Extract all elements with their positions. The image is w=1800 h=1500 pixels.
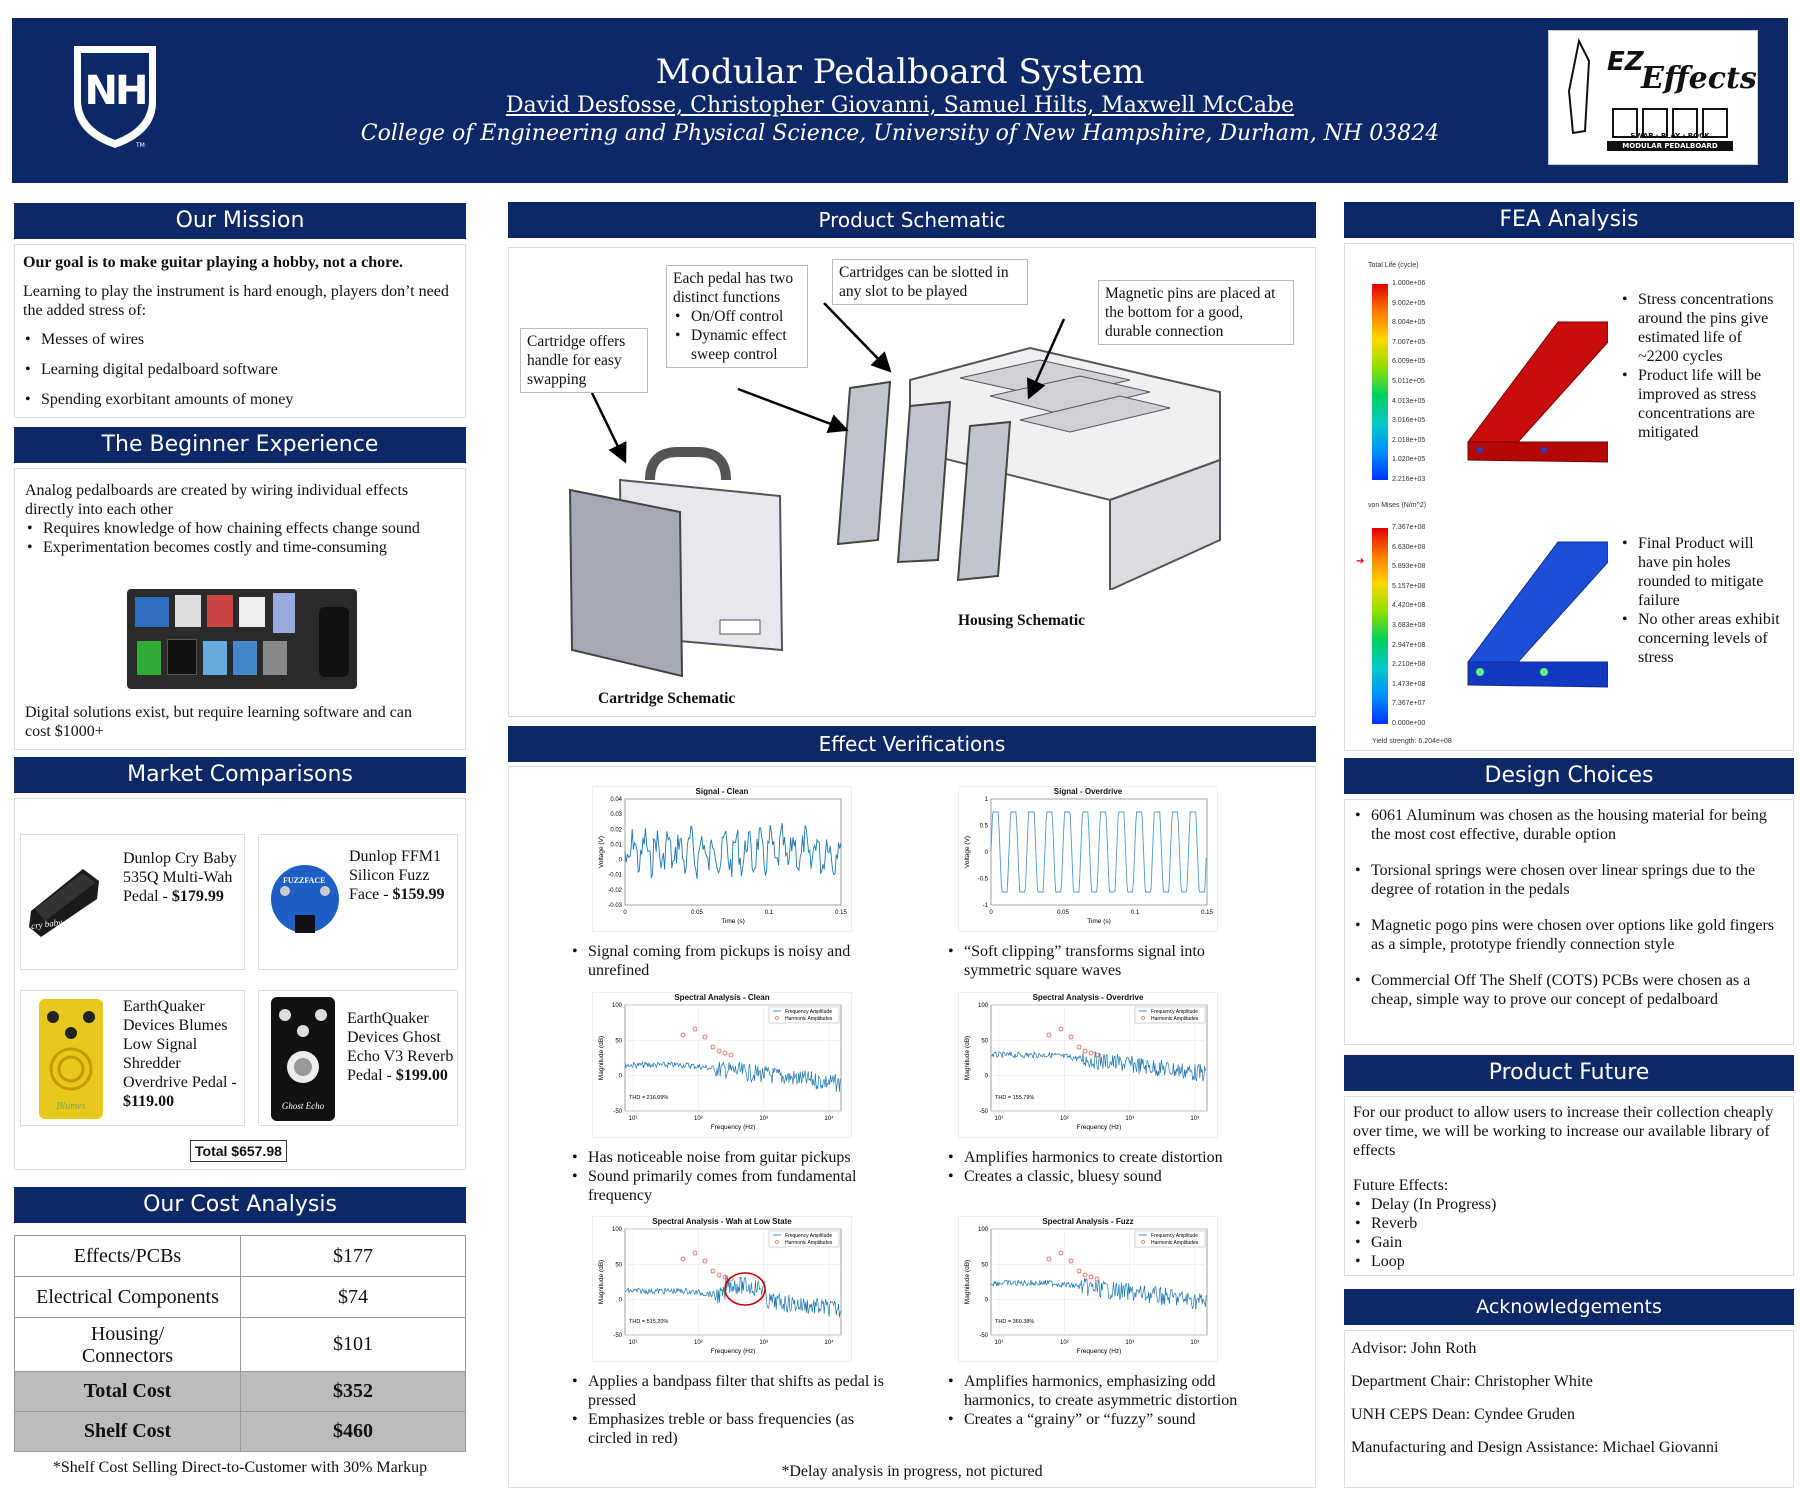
y-tick-label: 50	[615, 1038, 622, 1045]
thd-label: THD = 216.09%	[629, 1095, 669, 1101]
table-row	[15, 1372, 466, 1412]
callout-handle: Cartridge offers handle for easy swapping	[520, 328, 648, 393]
verif-caption-bullet: • Applies a bandpass filter that shifts as pedal is pressed	[570, 1372, 890, 1410]
x-tick-label: 0.05	[1057, 910, 1069, 916]
x-axis-label: Frequency (Hz)	[1076, 1348, 1122, 1355]
beginner-intro: Analog pedalboards are created by wiring individual effects directly into each other	[25, 482, 409, 518]
fuzzface-label: FUZZFACE	[283, 876, 326, 885]
cost-item: Shelf Cost	[15, 1412, 241, 1452]
fea-vm-plot	[1356, 502, 1618, 748]
x-tick-label: 10¹	[628, 1116, 638, 1122]
y-tick-label: -0.5	[977, 876, 988, 883]
ack-line: Department Chair: Christopher White	[1351, 1373, 1593, 1390]
future-bullet: • Loop	[1353, 1252, 1785, 1271]
x-tick-label: 0.1	[764, 910, 774, 916]
legend-entry: Harmonic Amplitudes	[785, 1240, 833, 1246]
cost-note: *Shelf Cost Selling Direct-to-Customer with 30% Markup	[52, 1459, 428, 1476]
x-axis-label: Frequency (Hz)	[710, 1124, 756, 1131]
fea-bullet: • Stress concentrations around the pins give estimated life of ~2200 cycles	[1620, 290, 1785, 366]
plot-svg	[959, 1217, 1219, 1363]
cost-value: $101	[241, 1318, 466, 1372]
colorbar-tick-label: 6.009e+05	[1392, 358, 1426, 366]
verif-caption-bullet: • Emphasizes treble or bass frequencies (as circled in red)	[570, 1410, 890, 1448]
colorbar-tick-label: 0.000e+00	[1392, 720, 1426, 727]
x-tick-label: 10¹	[628, 1340, 638, 1346]
y-tick-label: 0	[618, 857, 622, 864]
table-row	[15, 1412, 466, 1452]
ghost-echo-pedal-image	[271, 997, 335, 1121]
colorbar-tick-label: 3.683e+08	[1392, 622, 1426, 629]
unh-logo	[70, 42, 160, 152]
cost-heading: Our Cost Analysis	[14, 1187, 466, 1223]
future-bullet: • Delay (In Progress)	[1353, 1195, 1785, 1214]
plot-title: Spectral Analysis - Overdrive	[1032, 993, 1144, 1002]
y-tick-label: -0.02	[608, 887, 622, 894]
verif-caption	[570, 1372, 890, 1448]
y-axis-label: Voltage (V)	[964, 835, 971, 869]
ack-line: UNH CEPS Dean: Cyndee Gruden	[1351, 1406, 1575, 1423]
colorbar-tick-label: 2.018e+05	[1392, 436, 1426, 444]
plot-spectral-wah	[592, 1216, 852, 1362]
legend-entry: Harmonic Amplitudes	[785, 1016, 833, 1022]
market-item	[258, 990, 458, 1126]
cost-item: Effects/PCBs	[15, 1236, 241, 1277]
poster-authors: David Desfosse, Christopher Giovanni, Samuel Hilts, Maxwell McCabe	[505, 93, 1295, 118]
plot-title: Signal - Clean	[695, 787, 749, 796]
x-tick-label: 10²	[1059, 1116, 1069, 1122]
x-axis-label: Time (s)	[1087, 918, 1111, 925]
market-item-name: EarthQuaker Devices Blumes Low Signal Shredder Overdrive Pedal -	[123, 998, 237, 1091]
market-item-price: $199.00	[395, 1067, 448, 1084]
y-tick-label: 1	[984, 797, 988, 803]
housing-label: Housing Schematic	[958, 612, 1086, 629]
market-item-price: $179.99	[171, 888, 224, 905]
x-tick-label: 0	[623, 910, 627, 916]
callout-function-bullet: • Dynamic effect sweep control	[673, 326, 801, 364]
x-tick-label: 10⁴	[824, 1340, 834, 1346]
x-tick-label: 0.15	[1201, 910, 1213, 916]
colorbar-tick-label: 1.000e+06	[1392, 280, 1426, 287]
thd-label: THD = 360.38%	[995, 1319, 1035, 1325]
colorbar-tick-label: 2.216e+03	[1392, 476, 1426, 483]
verif-caption-bullet: • Sound primarily comes from fundamental frequency	[570, 1167, 900, 1205]
unh-logo-text: NH	[84, 68, 146, 114]
verif-caption-bullet: • “Soft clipping” transforms signal into symmetric square waves	[946, 942, 1276, 980]
y-tick-label: 0	[618, 1297, 622, 1304]
design-panel	[1344, 799, 1794, 1045]
y-tick-label: 100	[611, 1003, 622, 1009]
cost-value: $460	[241, 1412, 466, 1452]
y-tick-label: 0.01	[610, 842, 622, 849]
y-tick-label: 100	[977, 1003, 988, 1009]
plot-svg	[959, 993, 1219, 1139]
legend-entry: Frequency Amplitude	[1151, 1009, 1198, 1015]
ez-logo-line1: EZ	[1607, 47, 1644, 77]
y-tick-label: 50	[981, 1262, 988, 1269]
market-item-price: $159.99	[392, 886, 445, 903]
y-axis-label: Magnitude (dB)	[964, 1035, 971, 1081]
x-tick-label: 10²	[693, 1340, 703, 1346]
plot-svg	[593, 787, 853, 933]
y-axis-label: Magnitude (dB)	[964, 1259, 971, 1305]
plot-spectral-overdrive	[958, 992, 1218, 1138]
fea-bullet: • Product life will be improved as stress concentrations are mitigated	[1620, 366, 1785, 442]
market-item	[258, 834, 458, 970]
plot-svg	[593, 1217, 853, 1363]
callout-function-bullet: • On/Off control	[673, 307, 801, 326]
colorbar-tick-label: 6.630e+08	[1392, 543, 1426, 551]
plot-svg	[959, 787, 1219, 933]
y-tick-label: -0.03	[608, 903, 622, 909]
market-item-price: $119.00	[123, 1093, 175, 1110]
y-tick-label: 0	[984, 1297, 988, 1304]
cost-item: Electrical Components	[15, 1277, 241, 1318]
market-item-name: Dunlop Cry Baby 535Q Multi-Wah Pedal -	[123, 850, 237, 905]
cartridge-label: Cartridge Schematic	[598, 690, 736, 707]
x-tick-label: 10³	[1125, 1116, 1135, 1122]
fea-vm-model	[1458, 532, 1608, 702]
colorbar-tick-label: 2.210e+08	[1392, 661, 1426, 669]
cost-item: Housing/ Connectors	[15, 1318, 241, 1372]
mission-bullet: • Spending exorbitant amounts of money	[23, 390, 457, 409]
fea-vm-ticks	[1392, 524, 1452, 734]
ez-effects-logo	[1548, 30, 1758, 165]
future-intro: For our product to allow users to increase their collection cheaply over time, we will be working to increase our available library of effects	[1353, 1104, 1774, 1159]
mission-heading: Our Mission	[14, 203, 466, 239]
y-tick-label: -50	[979, 1333, 988, 1339]
y-tick-label: 0	[618, 1073, 622, 1080]
colorbar-tick-label: 1.020e+05	[1392, 456, 1426, 464]
mission-panel	[14, 244, 466, 418]
legend-entry: Frequency Amplitude	[785, 1009, 832, 1015]
thd-label: THD = 155.79%	[995, 1095, 1035, 1101]
ack-line: Advisor: John Roth	[1351, 1340, 1477, 1357]
fea-yield: Yield strength: 6.204e+08	[1372, 738, 1452, 745]
table-row	[15, 1318, 466, 1372]
x-tick-label: 0.15	[835, 910, 847, 916]
verif-note: *Delay analysis in progress, not pictured	[781, 1463, 1043, 1480]
fea-life-title: Total Life (cycle)	[1368, 262, 1419, 269]
crybaby-label: cry baby	[30, 916, 63, 932]
cost-value: $74	[241, 1277, 466, 1318]
plot-title: Spectral Analysis - Wah at Low State	[652, 1217, 792, 1226]
future-bullet: • Gain	[1353, 1233, 1785, 1252]
callout-slots: Cartridges can be slotted in any slot to be played	[832, 259, 1028, 305]
fea-life-plot	[1368, 262, 1618, 502]
x-tick-label: 10⁴	[1190, 1340, 1200, 1346]
fea-life-ticks	[1392, 280, 1452, 490]
future-heading: Product Future	[1344, 1055, 1794, 1091]
market-item	[20, 834, 245, 970]
fea-life-colorbar	[1372, 284, 1388, 480]
y-tick-label: 50	[615, 1262, 622, 1269]
colorbar-tick-label: 9.002e+05	[1392, 299, 1426, 307]
crybaby-pedal-image	[25, 855, 105, 941]
schematic-heading: Product Schematic	[508, 202, 1316, 238]
colorbar-tick-label: 5.011e+05	[1392, 378, 1425, 385]
y-tick-label: 0.02	[610, 827, 622, 834]
beginner-panel	[14, 468, 466, 750]
x-tick-label: 10⁴	[1190, 1116, 1200, 1122]
x-tick-label: 10³	[759, 1340, 769, 1346]
fea-bullet: • No other areas exhibit concerning levels of stress	[1620, 610, 1785, 667]
fea-bullets-1	[1620, 290, 1785, 442]
verif-caption	[946, 1372, 1246, 1429]
y-tick-label: -0.01	[608, 872, 622, 879]
design-heading: Design Choices	[1344, 758, 1794, 794]
blumes-pedal-image	[39, 999, 103, 1119]
verif-caption	[946, 1148, 1276, 1186]
market-item	[20, 990, 245, 1126]
legend-entry: Frequency Amplitude	[1151, 1233, 1198, 1239]
cost-item: Total Cost	[15, 1372, 241, 1412]
x-axis-label: Frequency (Hz)	[710, 1348, 756, 1355]
x-tick-label: 0.05	[691, 910, 703, 916]
y-tick-label: -50	[613, 1333, 622, 1339]
design-bullet: • Magnetic pogo pins were chosen over options like gold fingers as a simple, prototype friendly connection style	[1353, 916, 1785, 954]
colorbar-tick-label: 4.013e+05	[1392, 397, 1426, 405]
x-tick-label: 10³	[1125, 1340, 1135, 1346]
market-heading: Market Comparisons	[14, 757, 466, 793]
legend-entry: Harmonic Amplitudes	[1151, 1240, 1199, 1246]
ack-heading: Acknowledgements	[1344, 1289, 1794, 1325]
x-tick-label: 0.1	[1130, 910, 1140, 916]
y-tick-label: 100	[977, 1227, 988, 1233]
yield-arrow-icon: ➔	[1356, 556, 1365, 567]
verif-caption-bullet: • Amplifies harmonics, emphasizing odd harmonics, to create asymmetric distortion	[946, 1372, 1246, 1410]
verif-caption-bullet: • Amplifies harmonics to create distortion	[946, 1148, 1276, 1167]
thd-label: THD = 515.20%	[629, 1319, 669, 1325]
y-tick-label: 100	[611, 1227, 622, 1233]
fea-vm-title: von Mises (N/m^2)	[1368, 502, 1427, 509]
y-tick-label: -50	[979, 1109, 988, 1115]
callout-pins: Magnetic pins are placed at the bottom for a good, durable connection	[1098, 280, 1294, 345]
ez-logo-line2: Effects	[1641, 61, 1757, 96]
ez-logo-sub: MODULAR PEDALBOARD	[1622, 142, 1718, 150]
poster-affiliation: College of Engineering and Physical Science, University of New Hampshire, Durham, NH 03824	[360, 121, 1440, 146]
verif-caption-bullet: • Has noticeable noise from guitar pickups	[570, 1148, 900, 1167]
verif-heading: Effect Verifications	[508, 726, 1316, 762]
market-item-name: Dunlop FFM1 Silicon Fuzz Face -	[349, 848, 442, 903]
colorbar-tick-label: 7.007e+05	[1392, 338, 1426, 346]
colorbar-tick-label: 1.473e+08	[1392, 680, 1426, 688]
verif-caption-bullet: • Creates a “grainy” or “fuzzy” sound	[946, 1410, 1246, 1429]
y-tick-label: 0.5	[979, 823, 988, 830]
x-axis-label: Frequency (Hz)	[1076, 1124, 1122, 1131]
verif-caption-bullet: • Creates a classic, bluesy sound	[946, 1167, 1276, 1186]
colorbar-tick-label: 5.157e+08	[1392, 582, 1426, 590]
mission-bullet: • Messes of wires	[23, 330, 457, 349]
y-tick-label: 0	[984, 1073, 988, 1080]
plot-svg	[593, 993, 853, 1139]
verif-caption	[570, 1148, 900, 1205]
x-tick-label: 10²	[1059, 1340, 1069, 1346]
fea-life-model	[1458, 302, 1608, 472]
verif-caption-bullet: • Signal coming from pickups is noisy and unrefined	[570, 942, 900, 980]
design-bullet: • Torsional springs were chosen over linear springs due to the degree of rotation in the pedals	[1353, 861, 1785, 899]
ez-logo-tagline: SWAP · PLAY · ROCK	[1630, 132, 1710, 140]
ack-panel	[1344, 1330, 1794, 1488]
y-tick-label: -1	[982, 903, 988, 909]
plot-signal-clean	[592, 786, 852, 932]
ghost-echo-label: Ghost Echo	[281, 1101, 325, 1111]
y-axis-label: Voltage (V)	[598, 835, 605, 869]
fea-heading: FEA Analysis	[1344, 202, 1794, 238]
callout-functions	[666, 265, 808, 368]
plot-title: Signal - Overdrive	[1053, 787, 1123, 796]
legend-entry: Frequency Amplitude	[785, 1233, 832, 1239]
callout-functions-text: Each pedal has two distinct functions	[673, 270, 794, 306]
beginner-bullet: • Requires knowledge of how chaining effects change sound	[25, 519, 455, 538]
colorbar-tick-label: 4.420e+08	[1392, 602, 1426, 610]
blumes-label: Blumes	[56, 1101, 86, 1112]
verif-caption	[570, 942, 900, 980]
y-tick-label: 0.03	[610, 812, 622, 819]
plot-title: Spectral Analysis - Clean	[674, 993, 770, 1002]
mission-lead: Our goal is to make guitar playing a hobby, not a chore.	[23, 254, 404, 271]
fuzzface-pedal-image	[269, 855, 341, 943]
plot-spectral-fuzz	[958, 1216, 1218, 1362]
x-tick-label: 10¹	[994, 1340, 1004, 1346]
mission-bullet: • Learning digital pedalboard software	[23, 360, 457, 379]
table-row	[15, 1277, 466, 1318]
y-tick-label: 50	[981, 1038, 988, 1045]
colorbar-tick-label: 7.367e+07	[1392, 700, 1426, 708]
y-tick-label: -50	[613, 1109, 622, 1115]
x-axis-label: Time (s)	[721, 918, 745, 925]
cost-table	[14, 1235, 466, 1452]
y-axis-label: Magnitude (dB)	[598, 1035, 605, 1081]
beginner-outro: Digital solutions exist, but require learning software and can cost $1000+	[25, 704, 413, 740]
colorbar-tick-label: 7.367e+08	[1392, 524, 1426, 531]
x-tick-label: 10⁴	[824, 1116, 834, 1122]
fea-vm-colorbar	[1372, 528, 1388, 724]
pedalboard-photo	[127, 589, 357, 689]
future-sub: Future Effects:	[1353, 1177, 1449, 1194]
cost-value: $352	[241, 1372, 466, 1412]
colorbar-tick-label: 8.004e+05	[1392, 319, 1426, 327]
x-tick-label: 10³	[759, 1116, 769, 1122]
table-row	[15, 1236, 466, 1277]
colorbar-tick-label: 2.947e+08	[1392, 641, 1426, 649]
beginner-heading: The Beginner Experience	[14, 427, 466, 463]
plot-title: Spectral Analysis - Fuzz	[1042, 1217, 1134, 1226]
market-total: Total $657.98	[190, 1140, 287, 1162]
plot-signal-overdrive	[958, 786, 1218, 932]
unh-logo-tm: TM	[136, 142, 145, 149]
legend-entry: Harmonic Amplitudes	[1151, 1016, 1199, 1022]
design-bullet: • 6061 Aluminum was chosen as the housing material for being the most cost effective, durable option	[1353, 806, 1785, 844]
poster-title: Modular Pedalboard System	[655, 52, 1145, 92]
y-axis-label: Magnitude (dB)	[598, 1259, 605, 1305]
design-bullet: • Commercial Off The Shelf (COTS) PCBs were chosen as a cheap, simple way to prove our concept of pedalboard	[1353, 971, 1785, 1009]
x-tick-label: 10²	[693, 1116, 703, 1122]
verif-caption	[946, 942, 1276, 980]
market-item-name: EarthQuaker Devices Ghost Echo V3 Reverb Pedal -	[347, 1010, 454, 1084]
beginner-bullet: • Experimentation becomes costly and time-consuming	[25, 538, 455, 557]
y-tick-label: 0	[984, 850, 988, 856]
ack-line: Manufacturing and Design Assistance: Michael Giovanni	[1351, 1439, 1719, 1456]
colorbar-tick-label: 5.893e+08	[1392, 563, 1426, 571]
future-bullet: • Reverb	[1353, 1214, 1785, 1233]
x-tick-label: 0	[989, 910, 993, 916]
x-tick-label: 10¹	[994, 1116, 1004, 1122]
future-panel	[1344, 1096, 1794, 1276]
y-tick-label: 0.04	[610, 797, 622, 803]
colorbar-tick-label: 3.016e+05	[1392, 417, 1426, 425]
plot-spectral-clean	[592, 992, 852, 1138]
mission-intro: Learning to play the instrument is hard enough, players don’t need the added stress of:	[23, 283, 449, 319]
fea-bullets-2	[1620, 534, 1785, 667]
fea-bullet: • Final Product will have pin holes rounded to mitigate failure	[1620, 534, 1785, 610]
cost-value: $177	[241, 1236, 466, 1277]
